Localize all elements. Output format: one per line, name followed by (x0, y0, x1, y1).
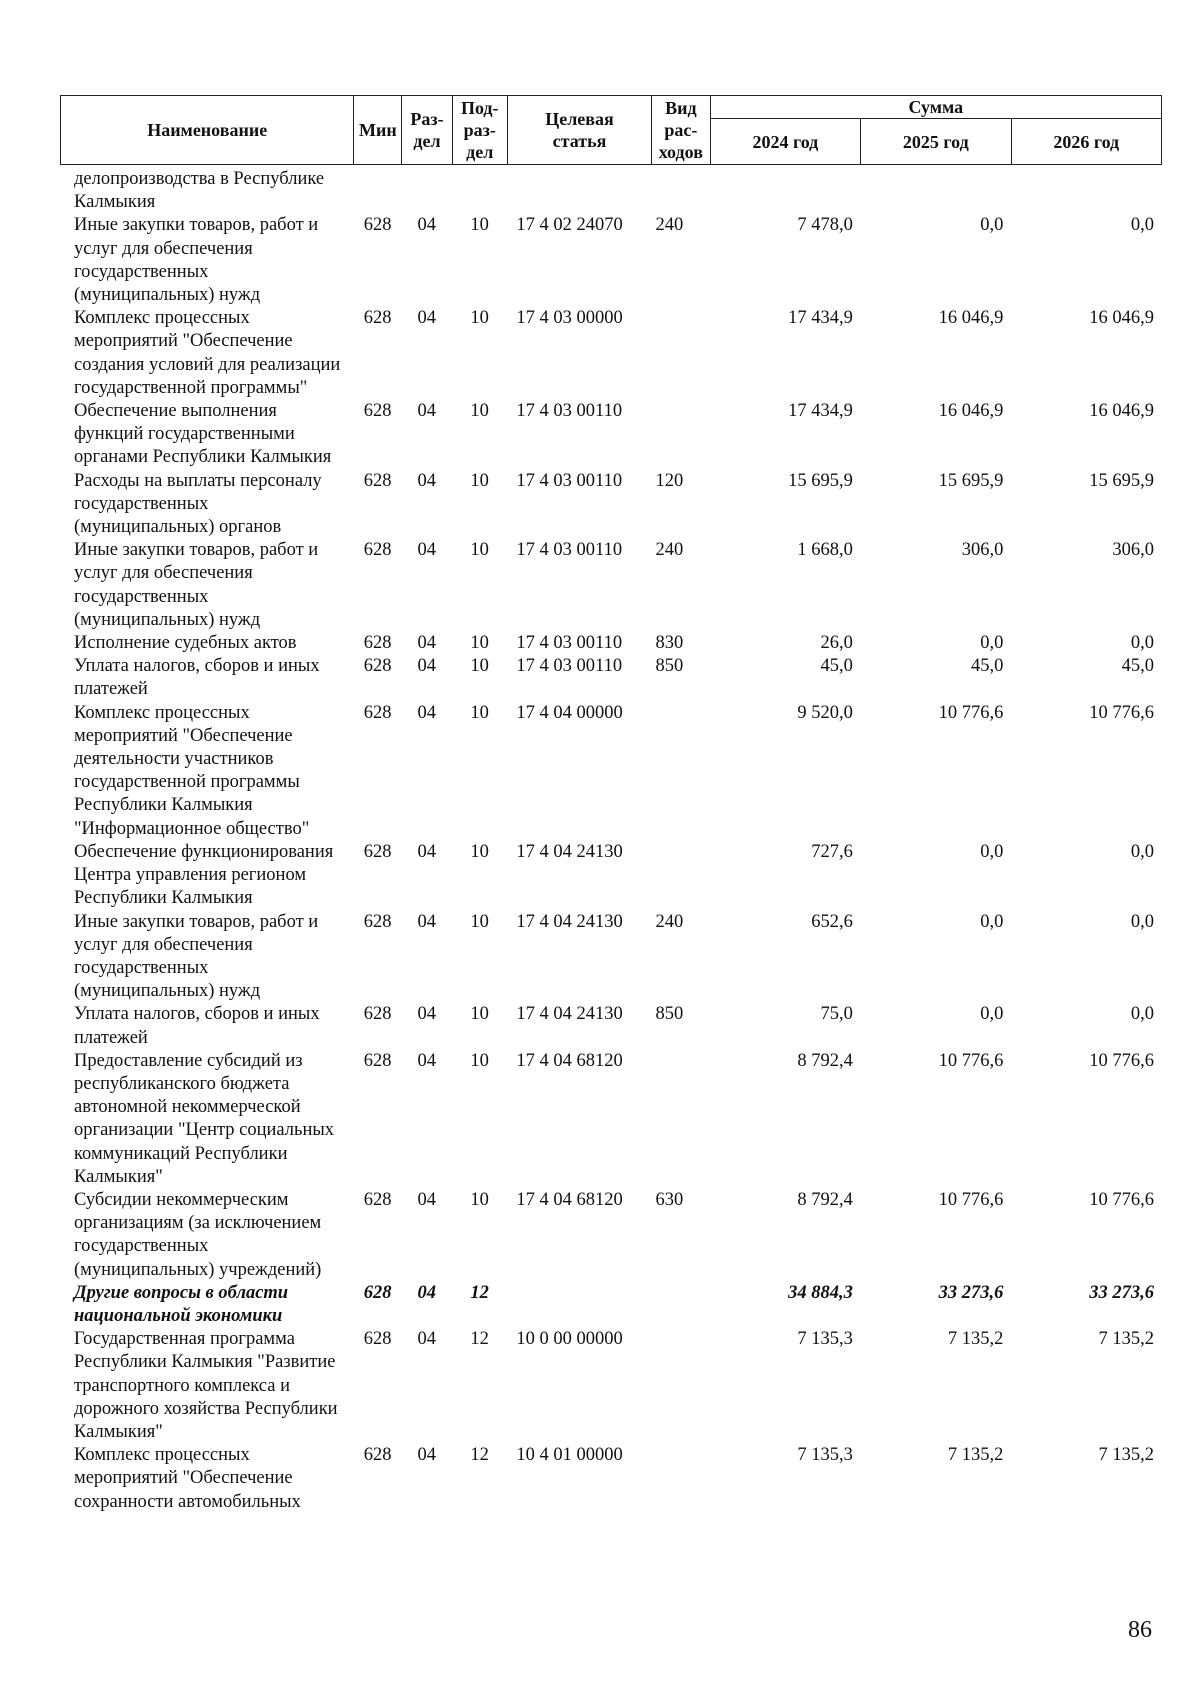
row-razdel: 04 (417, 1050, 437, 1071)
row-sum-2025: 0,0 (980, 633, 1004, 654)
row-podrazdel: 10 (470, 401, 489, 422)
row-podrazdel: 12 (470, 1329, 489, 1350)
row-razdel: 04 (417, 656, 437, 677)
row-sum-2026: 16 046,9 (1089, 401, 1154, 422)
row-podrazdel: 10 (470, 1004, 489, 1025)
row-ministry: 628 (363, 308, 392, 329)
row-sum-2024: 34 884,3 (788, 1282, 853, 1303)
row-sum-2024: 652,6 (811, 911, 853, 932)
row-razdel: 04 (417, 1445, 437, 1466)
row-podrazdel: 10 (470, 540, 489, 561)
table-row (60, 841, 1162, 911)
row-razdel (402, 168, 452, 214)
table-row (60, 1189, 1162, 1282)
row-target-article: 17 4 02 24070 (516, 215, 623, 236)
row-ministry: 628 (363, 1282, 392, 1303)
row-sum-2025: 15 695,9 (938, 470, 1004, 491)
row-name: Исполнение судебных актов (74, 633, 297, 654)
row-sum-2026: 0,0 (1130, 841, 1154, 862)
row-sum-2025: 0,0 (980, 911, 1004, 932)
table-row (60, 655, 1162, 701)
row-sum-2026: 45,0 (1121, 656, 1154, 677)
table-row (60, 214, 1162, 307)
row-name: Иные закупки товаров, работ и услуг для обеспечения государственных (муниципальных) нужд (74, 911, 319, 1002)
row-expense-type: 120 (655, 470, 684, 491)
row-expense-type: 830 (655, 633, 684, 654)
row-sum-2024: 7 135,3 (797, 1445, 853, 1466)
row-expense-type (652, 400, 711, 470)
row-target-article: 17 4 03 00110 (516, 540, 623, 561)
row-name: Уплата налогов, сборов и иных платежей (74, 1004, 320, 1048)
row-target-article (507, 168, 651, 214)
row-name: Комплекс процессных мероприятий "Обеспечение деятельности участников государственной программы Республики Калмыкия "Информационное общество" (74, 702, 310, 839)
row-ministry: 628 (363, 1329, 392, 1350)
row-sum-2024: 8 792,4 (797, 1189, 853, 1210)
row-sum-2025 (861, 168, 1012, 214)
row-sum-2025: 45,0 (971, 656, 1004, 677)
row-target-article: 10 4 01 00000 (516, 1445, 623, 1466)
row-name: Другие вопросы в области национальной экономики (74, 1282, 289, 1326)
row-podrazdel: 12 (470, 1445, 489, 1466)
row-podrazdel: 10 (470, 470, 489, 491)
row-sum-2025: 0,0 (980, 215, 1004, 236)
row-name: Обеспечение выполнения функций государственными органами Республики Калмыкия (74, 401, 332, 468)
row-sum-2026: 0,0 (1130, 911, 1154, 932)
row-sum-2025: 10 776,6 (938, 1050, 1004, 1071)
row-sum-2025: 0,0 (980, 841, 1004, 862)
row-razdel: 04 (417, 1189, 437, 1210)
table-row (60, 1444, 1162, 1514)
row-sum-2024: 17 434,9 (788, 401, 853, 422)
row-podrazdel: 10 (470, 633, 489, 654)
table-row (60, 1003, 1162, 1049)
header-target-article: Целевая статья (507, 96, 651, 165)
row-podrazdel: 10 (470, 1189, 489, 1210)
table-row (60, 470, 1162, 540)
row-podrazdel: 10 (470, 308, 489, 329)
row-sum-2024: 7 135,3 (797, 1329, 853, 1350)
row-target-article: 17 4 04 24130 (516, 841, 623, 862)
table-row (60, 702, 1162, 841)
row-expense-type (652, 1050, 711, 1189)
row-sum-2026: 33 273,6 (1089, 1282, 1154, 1303)
row-expense-type (652, 702, 711, 841)
row-razdel: 04 (417, 540, 437, 561)
row-sum-2026: 0,0 (1130, 633, 1154, 654)
row-sum-2025: 16 046,9 (938, 401, 1004, 422)
table-row (60, 1050, 1162, 1189)
row-target-article: 17 4 04 68120 (516, 1050, 623, 1071)
row-sum-2026: 10 776,6 (1089, 702, 1154, 723)
header-razdel: Раз- дел (402, 96, 452, 165)
row-name: Комплекс процессных мероприятий "Обеспечение сохранности автомобильных (74, 1445, 301, 1512)
row-razdel: 04 (417, 633, 437, 654)
row-target-article: 10 0 00 00000 (516, 1329, 623, 1350)
row-sum-2024: 26,0 (820, 633, 853, 654)
table-row (60, 1282, 1162, 1328)
row-target-article: 17 4 04 68120 (516, 1189, 623, 1210)
row-sum-2026: 16 046,9 (1089, 308, 1154, 329)
row-name: Обеспечение функционирования Центра управления регионом Республики Калмыкия (74, 841, 334, 909)
row-sum-2026: 10 776,6 (1089, 1050, 1154, 1071)
table-row (60, 307, 1162, 400)
row-target-article: 17 4 03 00110 (516, 470, 623, 491)
row-ministry (354, 168, 402, 214)
row-sum-2026 (1011, 168, 1162, 214)
row-expense-type: 850 (655, 1004, 684, 1025)
row-podrazdel: 10 (470, 702, 489, 723)
row-sum-2025: 306,0 (961, 540, 1004, 561)
row-sum-2024: 1 668,0 (797, 540, 853, 561)
row-target-article (507, 1282, 651, 1328)
row-sum-2026: 306,0 (1112, 540, 1154, 561)
row-expense-type: 240 (655, 540, 684, 561)
row-razdel: 04 (417, 308, 437, 329)
table-row (60, 632, 1162, 655)
row-sum-2025: 33 273,6 (938, 1282, 1004, 1303)
row-target-article: 17 4 04 00000 (516, 702, 623, 723)
row-ministry: 628 (363, 215, 392, 236)
row-podrazdel: 10 (470, 656, 489, 677)
row-sum-2024 (710, 168, 861, 214)
row-expense-type (652, 1444, 711, 1514)
header-sum: Сумма (710, 96, 1161, 119)
row-ministry: 628 (363, 1445, 392, 1466)
row-name: Государственная программа Республики Калмыкия "Развитие транспортного комплекса и дорожного хозяйства Республики Калмыкия" (74, 1329, 338, 1442)
row-sum-2025: 7 135,2 (947, 1445, 1004, 1466)
row-podrazdel: 10 (470, 1050, 489, 1071)
table-row (60, 168, 1162, 214)
row-expense-type: 850 (655, 656, 684, 677)
row-sum-2024: 17 434,9 (788, 308, 853, 329)
row-expense-type (652, 307, 711, 400)
row-sum-2026: 10 776,6 (1089, 1189, 1154, 1210)
row-sum-2024: 727,6 (811, 841, 853, 862)
row-sum-2025: 7 135,2 (947, 1329, 1004, 1350)
row-name: Иные закупки товаров, работ и услуг для обеспечения государственных (муниципальных) нужд (74, 540, 319, 630)
row-sum-2025: 10 776,6 (938, 1189, 1004, 1210)
row-ministry: 628 (363, 1189, 392, 1210)
row-razdel: 04 (417, 401, 437, 422)
row-target-article: 17 4 03 00110 (516, 656, 623, 677)
table-row (60, 1328, 1162, 1444)
row-expense-type: 240 (655, 911, 684, 932)
row-razdel: 04 (417, 470, 437, 491)
row-sum-2026: 0,0 (1130, 215, 1154, 236)
table-row (60, 539, 1162, 632)
row-razdel: 04 (417, 1282, 437, 1303)
table-header (60, 95, 1162, 165)
row-ministry: 628 (363, 841, 392, 862)
row-target-article: 17 4 03 00000 (516, 308, 623, 329)
row-sum-2025: 0,0 (980, 1004, 1004, 1025)
table-row (60, 911, 1162, 1004)
row-ministry: 628 (363, 702, 392, 723)
row-ministry: 628 (363, 540, 392, 561)
row-expense-type: 240 (655, 215, 684, 236)
row-ministry: 628 (363, 1004, 392, 1025)
row-name: Уплата налогов, сборов и иных платежей (74, 656, 320, 700)
header-name: Наименование (61, 96, 354, 165)
page-number: 86 (1128, 1617, 1152, 1643)
header-year-2024: 2024 год (710, 119, 860, 165)
row-ministry: 628 (363, 1050, 392, 1071)
row-sum-2025: 16 046,9 (938, 308, 1004, 329)
row-razdel: 04 (417, 1329, 437, 1350)
row-razdel: 04 (417, 911, 437, 932)
header-min: Мин (354, 96, 402, 165)
row-ministry: 628 (363, 633, 392, 654)
row-razdel: 04 (417, 841, 437, 862)
row-expense-type (652, 841, 711, 911)
header-year-2026: 2026 год (1011, 119, 1161, 165)
row-sum-2026: 7 135,2 (1098, 1329, 1154, 1350)
row-ministry: 628 (363, 470, 392, 491)
row-sum-2025: 10 776,6 (938, 702, 1004, 723)
table-row (60, 400, 1162, 470)
row-expense-type (652, 1282, 711, 1328)
row-expense-type (652, 1328, 711, 1444)
row-podrazdel: 12 (470, 1282, 489, 1303)
row-ministry: 628 (363, 656, 392, 677)
row-sum-2024: 15 695,9 (788, 470, 853, 491)
header-expense-type: Вид рас- ходов (652, 96, 711, 165)
table-body (60, 168, 1162, 1514)
row-sum-2026: 7 135,2 (1098, 1445, 1154, 1466)
row-name: Расходы на выплаты персоналу государственных (муниципальных) органов (74, 470, 322, 538)
row-sum-2024: 45,0 (820, 656, 853, 677)
row-target-article: 17 4 03 00110 (516, 633, 623, 654)
row-name: Комплекс процессных мероприятий "Обеспечение создания условий для реализации государственной программы" (74, 308, 341, 398)
row-sum-2024: 75,0 (820, 1004, 853, 1025)
row-target-article: 17 4 04 24130 (516, 1004, 623, 1025)
row-razdel: 04 (417, 702, 437, 723)
row-sum-2024: 9 520,0 (797, 702, 853, 723)
header-podrazdel: Под- раз- дел (452, 96, 507, 165)
row-sum-2026: 0,0 (1130, 1004, 1154, 1025)
row-expense-type (652, 168, 711, 214)
row-podrazdel: 10 (470, 911, 489, 932)
row-sum-2026: 15 695,9 (1089, 470, 1154, 491)
row-name: Субсидии некоммерческим организациям (за исключением государственных (муниципальных) учреждений) (74, 1189, 322, 1280)
row-name: Предоставление субсидий из республиканского бюджета автономной некоммерческой организации "Центр социальных коммуникаций Республики Калмыкия" (74, 1050, 335, 1187)
row-target-article: 17 4 04 24130 (516, 911, 623, 932)
row-ministry: 628 (363, 401, 392, 422)
row-sum-2024: 8 792,4 (797, 1050, 853, 1071)
row-expense-type: 630 (655, 1189, 684, 1210)
row-name: делопроизводства в Республике Калмыкия (74, 169, 325, 213)
row-target-article: 17 4 03 00110 (516, 401, 623, 422)
row-podrazdel (452, 168, 508, 214)
row-razdel: 04 (417, 215, 437, 236)
header-year-2025: 2025 год (861, 119, 1011, 165)
row-razdel: 04 (417, 1004, 437, 1025)
row-podrazdel: 10 (470, 841, 489, 862)
row-ministry: 628 (363, 911, 392, 932)
row-podrazdel: 10 (470, 215, 489, 236)
row-name: Иные закупки товаров, работ и услуг для обеспечения государственных (муниципальных) нужд (74, 215, 319, 306)
row-sum-2024: 7 478,0 (797, 215, 853, 236)
